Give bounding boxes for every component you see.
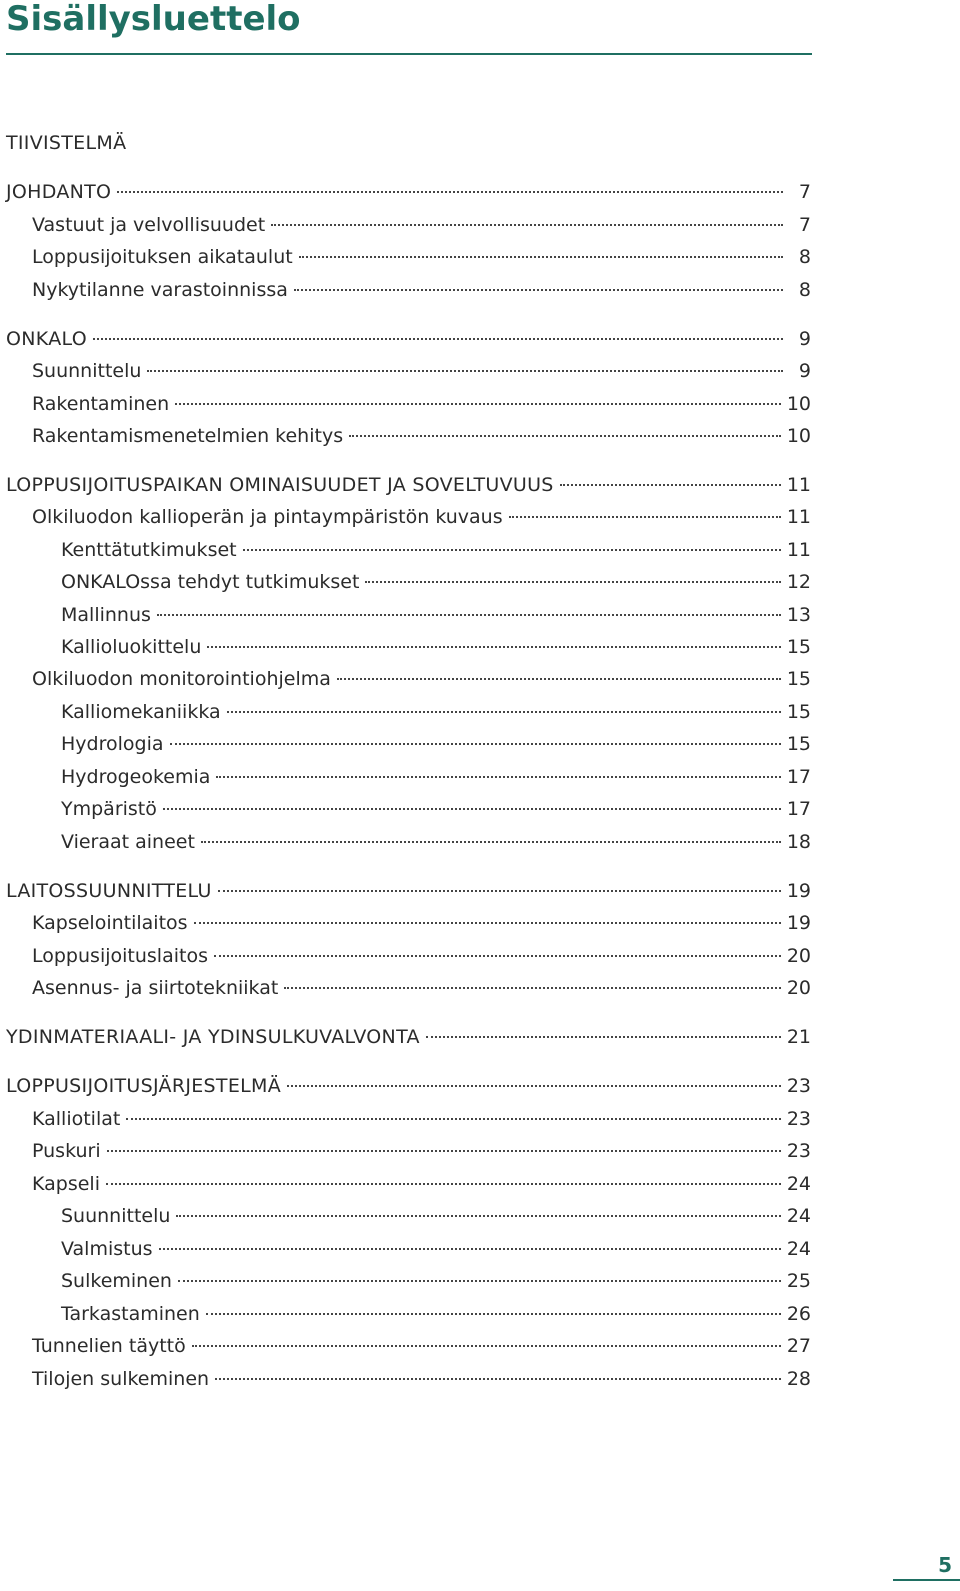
toc-entry-label: TIIVISTELMÄ: [6, 132, 127, 154]
toc-entry-label: LOPPUSIJOITUSPAIKAN OMINAISUUDET JA SOVELTUVUUS: [6, 474, 554, 496]
toc-entry-label: Kalliomekaniikka: [61, 701, 221, 723]
toc-entry-page: 28: [786, 1368, 811, 1390]
dot-leader: [147, 370, 783, 372]
toc-entry: [0, 878, 811, 904]
toc-entry-page: 17: [786, 798, 811, 820]
toc-entry: [0, 358, 811, 384]
toc-entry: [0, 569, 811, 595]
toc-entry-label: Kapselointilaitos: [32, 912, 188, 934]
toc-entry-page: 8: [798, 246, 811, 268]
toc-entry-label: Kapseli: [32, 1173, 100, 1195]
toc-entry-page: 21: [786, 1026, 811, 1048]
toc-entry: [0, 1236, 811, 1262]
toc-entry: [0, 277, 811, 303]
dot-leader: [299, 256, 783, 258]
toc-entry: [0, 1106, 811, 1132]
toc-entry: [0, 1268, 811, 1294]
toc-entry-label: Mallinnus: [61, 604, 151, 626]
toc-entry: [0, 602, 811, 628]
dot-leader: [214, 955, 781, 957]
toc-entry: [0, 326, 811, 352]
toc-entry: [0, 1203, 811, 1229]
toc-entry-label: Hydrogeokemia: [61, 766, 211, 788]
toc-entry-page: 10: [786, 425, 811, 447]
toc-entry-label: Asennus- ja siirtotekniikat: [32, 977, 279, 999]
dot-leader: [126, 1118, 780, 1120]
toc-entry-label: Ympäristö: [61, 798, 157, 820]
dot-leader: [426, 1036, 781, 1038]
dot-leader: [178, 1280, 781, 1282]
dot-leader: [287, 1085, 781, 1087]
toc-entry: [0, 212, 811, 238]
toc-entry: [0, 423, 811, 449]
toc-entry: [0, 634, 811, 660]
footer-divider: [893, 1579, 960, 1581]
toc-entry-label: Sulkeminen: [61, 1270, 172, 1292]
toc-entry: [0, 1024, 811, 1050]
toc-entry-label: Puskuri: [32, 1140, 101, 1162]
toc-entry: [0, 504, 811, 530]
dot-leader: [337, 678, 781, 680]
dot-leader: [215, 1378, 781, 1380]
toc-entry-label: Kenttätutkimukset: [61, 539, 237, 561]
dot-leader: [159, 1248, 781, 1250]
dot-leader: [93, 338, 783, 340]
toc-entry-label: Kalliotilat: [32, 1108, 121, 1130]
dot-leader: [365, 581, 780, 583]
toc-entry: [0, 975, 811, 1001]
toc-entry: [0, 1301, 811, 1327]
dot-leader: [192, 1345, 781, 1347]
toc-entry-label: Olkiluodon kallioperän ja pintaympäristön kuvaus: [32, 506, 503, 528]
dot-leader: [243, 549, 781, 551]
toc-entry: [0, 943, 811, 969]
page-title: Sisällysluettelo: [6, 0, 301, 39]
toc-entry: [0, 699, 811, 725]
toc-entry: [0, 910, 811, 936]
toc-entry-page: 19: [786, 912, 811, 934]
toc-entry: [0, 1171, 811, 1197]
dot-leader: [117, 191, 783, 193]
toc-entry-label: JOHDANTO: [6, 181, 112, 203]
toc-entry-page: 17: [786, 766, 811, 788]
toc-entry-page: 15: [786, 636, 811, 658]
toc-entry-label: Rakentamismenetelmien kehitys: [32, 425, 344, 447]
toc-entry-page: 7: [798, 214, 811, 236]
toc-entry-page: 9: [798, 328, 811, 350]
toc-entry: [0, 537, 811, 563]
dot-leader: [194, 922, 781, 924]
toc-entry-page: 11: [786, 474, 811, 496]
toc-entry: [0, 764, 811, 790]
dot-leader: [206, 1313, 781, 1315]
toc-entry: [0, 829, 811, 855]
toc-entry-page: 27: [786, 1335, 811, 1357]
toc-entry: [0, 391, 811, 417]
toc-entry-page: 18: [786, 831, 811, 853]
dot-leader: [201, 841, 781, 843]
toc-entry-page: 12: [786, 571, 811, 593]
toc-entry-page: 23: [786, 1075, 811, 1097]
dot-leader: [227, 711, 781, 713]
dot-leader: [271, 224, 783, 226]
toc-entry-page: 25: [786, 1270, 811, 1292]
toc-entry: [0, 1333, 811, 1359]
toc-entry: [0, 179, 811, 205]
toc-entry-page: 15: [786, 733, 811, 755]
toc-entry-page: 9: [798, 360, 811, 382]
toc-entry-page: 11: [786, 539, 811, 561]
dot-leader: [157, 614, 781, 616]
dot-leader: [560, 484, 781, 486]
toc-entry-label: Loppusijoituksen aikataulut: [32, 246, 293, 268]
dot-leader: [349, 435, 781, 437]
toc-entry-page: 24: [786, 1238, 811, 1260]
toc-entry-label: Tarkastaminen: [61, 1303, 200, 1325]
toc-entry-label: Suunnittelu: [32, 360, 142, 382]
toc-entry-label: Tilojen sulkeminen: [32, 1368, 210, 1390]
toc-entry-label: Tunnelien täyttö: [32, 1335, 186, 1357]
toc-entry: [0, 1366, 811, 1392]
page-number: 5: [938, 1553, 952, 1577]
toc-entry-page: 20: [786, 945, 811, 967]
toc-entry: [0, 666, 811, 692]
toc-entry-label: ONKALOssa tehdyt tutkimukset: [61, 571, 360, 593]
toc-entry-label: Valmistus: [61, 1238, 153, 1260]
dot-leader: [106, 1183, 781, 1185]
toc-entry-label: ONKALO: [6, 328, 87, 350]
toc-entry-label: Kallioluokittelu: [61, 636, 202, 658]
toc-entry-label: Hydrologia: [61, 733, 164, 755]
dot-leader: [163, 808, 781, 810]
toc-entry-page: 10: [786, 393, 811, 415]
dot-leader: [216, 776, 780, 778]
toc-entry-label: Olkiluodon monitorointiohjelma: [32, 668, 331, 690]
toc-entry: [0, 1138, 811, 1164]
toc-entry-page: 11: [786, 506, 811, 528]
toc-entry-page: 24: [786, 1173, 811, 1195]
toc-entry-label: Rakentaminen: [32, 393, 170, 415]
toc-entry-label: Suunnittelu: [61, 1205, 171, 1227]
toc-entry-page: 26: [786, 1303, 811, 1325]
toc-entry-label: Vastuut ja velvollisuudet: [32, 214, 266, 236]
toc-entry-page: 19: [786, 880, 811, 902]
toc-entry-page: 23: [786, 1108, 811, 1130]
dot-leader: [175, 403, 781, 405]
toc-entry: [0, 244, 811, 270]
toc-entry-page: 20: [786, 977, 811, 999]
dot-leader: [509, 516, 781, 518]
toc-entry-page: 13: [786, 604, 811, 626]
toc-entry: [0, 472, 811, 498]
dot-leader: [284, 987, 780, 989]
toc-entry-label: Loppusijoituslaitos: [32, 945, 208, 967]
toc-entry: [0, 796, 811, 822]
toc-entry: [0, 731, 811, 757]
toc-entry: [0, 130, 811, 156]
toc-entry-label: Vieraat aineet: [61, 831, 195, 853]
toc-entry-label: Nykytilanne varastoinnissa: [32, 279, 288, 301]
toc-entry-label: LAITOSSUUNNITTELU: [6, 880, 212, 902]
dot-leader: [107, 1150, 781, 1152]
dot-leader: [176, 1215, 780, 1217]
toc-entry: [0, 1073, 811, 1099]
toc-entry-page: 7: [798, 181, 811, 203]
toc-entry-page: 15: [786, 701, 811, 723]
toc-entry-label: YDINMATERIAALI- JA YDINSULKUVALVONTA: [6, 1026, 420, 1048]
dot-leader: [218, 890, 781, 892]
toc-entry-page: 8: [798, 279, 811, 301]
dot-leader: [294, 289, 783, 291]
toc-entry-label: LOPPUSIJOITUSJÄRJESTELMÄ: [6, 1075, 282, 1097]
dot-leader: [207, 646, 780, 648]
toc-entry-page: 23: [786, 1140, 811, 1162]
toc-entry-page: 24: [786, 1205, 811, 1227]
toc-entry-page: 15: [786, 668, 811, 690]
dot-leader: [170, 743, 781, 745]
